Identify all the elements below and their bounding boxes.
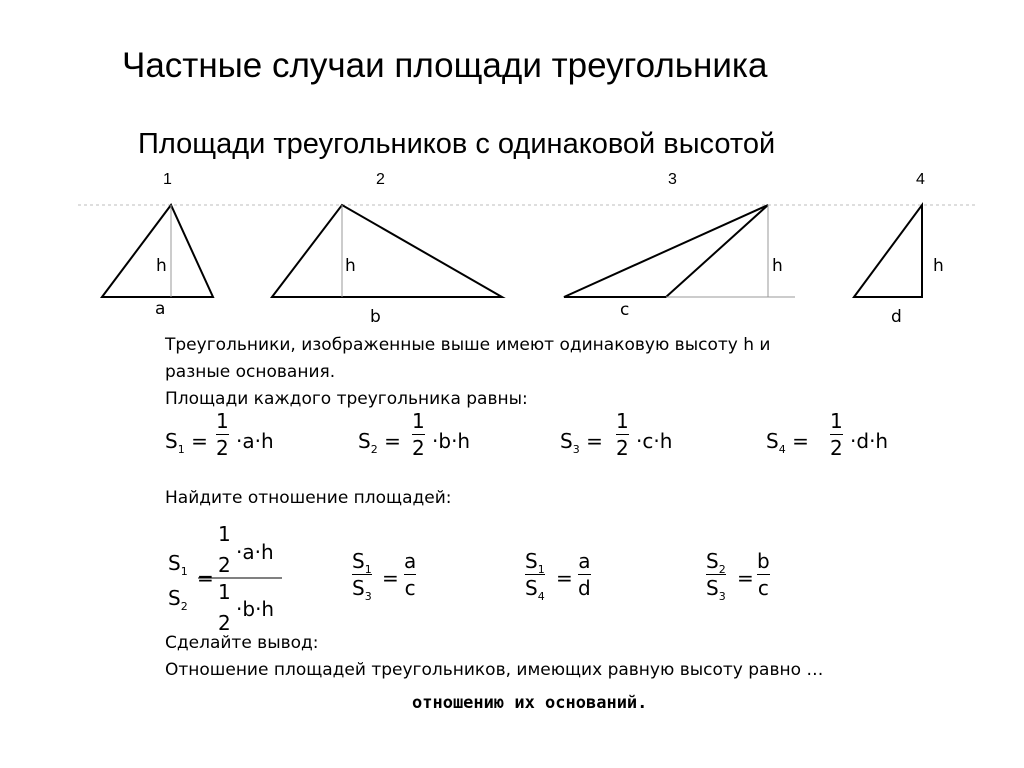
triangle-2 (272, 205, 502, 297)
height-label-4: h (933, 256, 944, 276)
ratio-3-equals: = (556, 566, 573, 590)
ratio-3-left: $S_1$ $S_4$ (525, 549, 545, 603)
figure-number-1: 1 (163, 171, 172, 188)
ratio-1-top-two: 2 (218, 553, 231, 577)
base-label-d: d (891, 307, 902, 327)
slide-title: Частные случаи площади треугольника (122, 46, 768, 85)
figure-number-3: 3 (668, 171, 677, 188)
conclusion-answer: отношению их оснований. (412, 693, 648, 713)
ratio-1-bottom-two: 2 (218, 611, 231, 635)
figure-number-4: 4 (916, 171, 925, 188)
conclusion-statement: Отношение площадей треугольников, имеющих равную высоту равно … (165, 660, 824, 680)
ratio-1-numerator: $S_1$ (168, 551, 188, 578)
height-label-1: h (156, 256, 167, 276)
base-label-c: c (620, 300, 630, 320)
area-product-3: ·c·h (636, 429, 673, 453)
triangle-1 (102, 205, 213, 297)
ratio-4-left: $S_2$ $S_3$ (706, 549, 726, 603)
ratio-1-top-product: ·a·h (236, 540, 274, 564)
text-line-2: разные основания. (165, 362, 336, 382)
ratio-2-equals: = (382, 566, 399, 590)
area-product-4: ·d·h (850, 429, 889, 453)
slide-subtitle: Площади треугольников с одинаковой высотой (138, 128, 776, 160)
ratio-4-equals: = (737, 566, 754, 590)
ratio-1-top-one: 1 (218, 522, 231, 546)
base-label-b: b (370, 307, 381, 327)
text-line-3: Площади каждого треугольника равны: (165, 389, 528, 409)
area-formula-1: $S_1$ = (165, 429, 208, 456)
conclude-prompt: Сделайте вывод: (165, 633, 319, 653)
area-product-2: ·b·h (432, 429, 471, 453)
ratio-4-right: b c (757, 549, 770, 600)
area-formula-4: $S_4$ = (766, 429, 809, 456)
area-formula-3: $S_3$ = (560, 429, 603, 456)
ratio-3-right: a d (578, 549, 591, 600)
ratio-1-denominator: $S_2$ (168, 586, 188, 613)
ratio-1-equals: = (197, 566, 214, 590)
find-ratio-text: Найдите отношение площадей: (165, 488, 452, 508)
ratio-2-right: a c (404, 549, 417, 600)
half-fraction-4: 1 2 (830, 409, 843, 460)
ratio-2-left: $S_1$ $S_3$ (352, 549, 372, 603)
height-label-2: h (345, 256, 356, 276)
base-label-a: a (155, 299, 166, 319)
height-label-3: h (772, 256, 783, 276)
half-fraction-3: 1 2 (616, 409, 629, 460)
figure-number-2: 2 (376, 171, 385, 188)
text-line-1: Треугольники, изображенные выше имеют одинаковую высоту h и (165, 335, 771, 355)
area-product-1: ·a·h (236, 429, 274, 453)
triangle-3 (564, 205, 768, 297)
ratio-1-bottom-product: ·b·h (236, 597, 275, 621)
area-formula-2: $S_2$ = (358, 429, 401, 456)
triangle-4 (854, 205, 922, 297)
half-fraction-1: 1 2 (216, 409, 229, 460)
half-fraction-2: 1 2 (412, 409, 425, 460)
ratio-1-bottom-one: 1 (218, 580, 231, 604)
